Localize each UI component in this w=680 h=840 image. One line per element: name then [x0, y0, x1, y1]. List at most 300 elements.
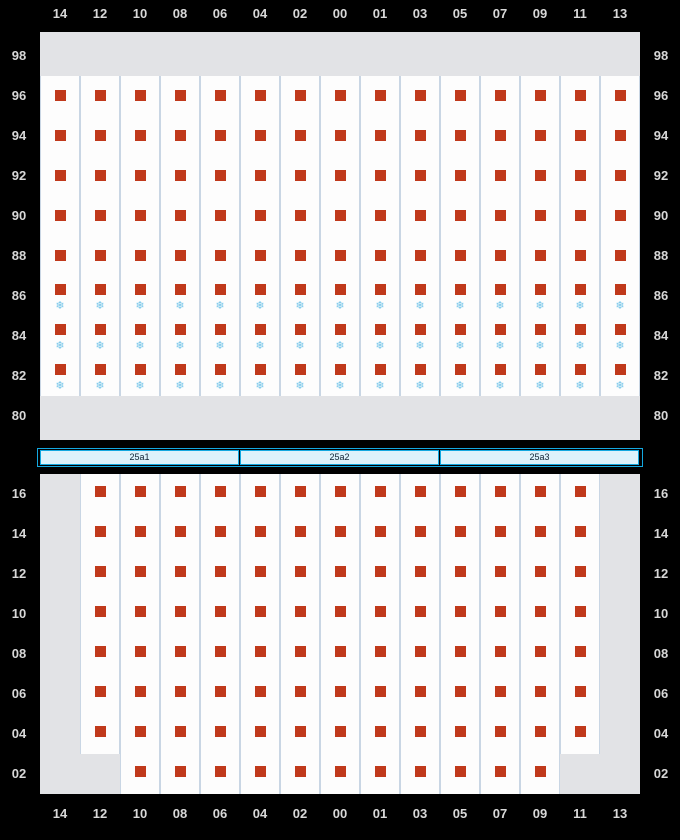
seat[interactable]	[335, 566, 346, 577]
seat[interactable]	[95, 90, 106, 101]
snowflake-icon: ❄	[135, 340, 145, 352]
row-label-right: 84	[653, 328, 669, 343]
seat[interactable]	[335, 210, 346, 221]
seat[interactable]	[95, 210, 106, 221]
seat[interactable]	[495, 90, 506, 101]
seat[interactable]	[575, 210, 586, 221]
seat[interactable]	[375, 284, 386, 295]
seat[interactable]	[135, 364, 146, 375]
seat[interactable]	[215, 90, 226, 101]
seat[interactable]	[615, 170, 626, 181]
row-label-left: 02	[11, 766, 27, 781]
snowflake-icon: ❄	[575, 380, 585, 392]
seat[interactable]	[615, 324, 626, 335]
snowflake-icon: ❄	[135, 380, 145, 392]
seat[interactable]	[175, 364, 186, 375]
seat[interactable]	[55, 250, 66, 261]
seat[interactable]	[575, 284, 586, 295]
row-label-left: 84	[11, 328, 27, 343]
seat[interactable]	[255, 284, 266, 295]
seat[interactable]	[495, 526, 506, 537]
seat[interactable]	[175, 210, 186, 221]
column-label: 04	[252, 806, 268, 821]
seat[interactable]	[255, 606, 266, 617]
column-label: 00	[332, 806, 348, 821]
seat[interactable]	[175, 686, 186, 697]
seat[interactable]	[255, 726, 266, 737]
seat[interactable]	[95, 646, 106, 657]
seat[interactable]	[375, 210, 386, 221]
seat[interactable]	[175, 766, 186, 777]
seat[interactable]	[535, 324, 546, 335]
seat[interactable]	[175, 486, 186, 497]
seat[interactable]	[295, 324, 306, 335]
row-label-left: 88	[11, 248, 27, 263]
snowflake-icon: ❄	[575, 300, 585, 312]
row-label-right: 80	[653, 408, 669, 423]
row-label-right: 04	[653, 726, 669, 741]
seat[interactable]	[575, 486, 586, 497]
column-label: 12	[92, 806, 108, 821]
seat[interactable]	[135, 766, 146, 777]
snowflake-icon: ❄	[175, 300, 185, 312]
seat[interactable]	[455, 250, 466, 261]
seat[interactable]	[255, 130, 266, 141]
seat[interactable]	[495, 130, 506, 141]
seat[interactable]	[215, 526, 226, 537]
seat[interactable]	[335, 324, 346, 335]
seat[interactable]	[135, 90, 146, 101]
seat[interactable]	[455, 486, 466, 497]
column-label: 14	[52, 806, 68, 821]
snowflake-icon: ❄	[375, 300, 385, 312]
seat[interactable]	[95, 726, 106, 737]
seat[interactable]	[535, 130, 546, 141]
seat[interactable]	[415, 566, 426, 577]
seat[interactable]	[495, 250, 506, 261]
seat[interactable]	[295, 606, 306, 617]
seat[interactable]	[375, 130, 386, 141]
seat[interactable]	[175, 606, 186, 617]
row-label-left: 16	[11, 486, 27, 501]
snowflake-icon: ❄	[175, 380, 185, 392]
seat[interactable]	[95, 606, 106, 617]
seat[interactable]	[255, 646, 266, 657]
seat[interactable]	[55, 170, 66, 181]
seat[interactable]	[215, 646, 226, 657]
seat[interactable]	[535, 90, 546, 101]
seat[interactable]	[295, 284, 306, 295]
seat[interactable]	[415, 686, 426, 697]
seat[interactable]	[335, 486, 346, 497]
seat[interactable]	[95, 130, 106, 141]
row-label-right: 06	[653, 686, 669, 701]
seat[interactable]	[295, 726, 306, 737]
row-label-right: 08	[653, 646, 669, 661]
seat[interactable]	[535, 364, 546, 375]
row-label-right: 96	[653, 88, 669, 103]
seat[interactable]	[135, 526, 146, 537]
seat[interactable]	[175, 90, 186, 101]
seat[interactable]	[95, 250, 106, 261]
seat[interactable]	[575, 250, 586, 261]
seat[interactable]	[135, 210, 146, 221]
seat[interactable]	[495, 170, 506, 181]
seat[interactable]	[295, 210, 306, 221]
seat[interactable]	[215, 766, 226, 777]
seat[interactable]	[175, 284, 186, 295]
snowflake-icon: ❄	[455, 380, 465, 392]
seat[interactable]	[175, 130, 186, 141]
seat[interactable]	[135, 606, 146, 617]
seat[interactable]	[255, 686, 266, 697]
seat[interactable]	[55, 324, 66, 335]
seat[interactable]	[575, 726, 586, 737]
seat[interactable]	[375, 364, 386, 375]
seat[interactable]	[295, 686, 306, 697]
seat[interactable]	[135, 324, 146, 335]
column-label: 05	[452, 806, 468, 821]
seat[interactable]	[455, 646, 466, 657]
seat[interactable]	[255, 364, 266, 375]
seat[interactable]	[535, 686, 546, 697]
seat[interactable]	[335, 170, 346, 181]
seat[interactable]	[495, 324, 506, 335]
seat[interactable]	[295, 526, 306, 537]
snowflake-icon: ❄	[375, 340, 385, 352]
seat[interactable]	[415, 130, 426, 141]
snowflake-icon: ❄	[55, 300, 65, 312]
row-label-left: 06	[11, 686, 27, 701]
seat[interactable]	[535, 284, 546, 295]
seat[interactable]	[295, 486, 306, 497]
seat[interactable]	[175, 324, 186, 335]
seat[interactable]	[215, 130, 226, 141]
snowflake-icon: ❄	[295, 300, 305, 312]
seat[interactable]	[255, 210, 266, 221]
seat[interactable]	[455, 324, 466, 335]
seat[interactable]	[255, 324, 266, 335]
seat[interactable]	[175, 566, 186, 577]
column-label: 07	[492, 6, 508, 21]
row-label-left: 98	[11, 48, 27, 63]
seat[interactable]	[455, 526, 466, 537]
seat[interactable]	[415, 646, 426, 657]
seat[interactable]	[495, 210, 506, 221]
seat[interactable]	[415, 250, 426, 261]
seat[interactable]	[455, 566, 466, 577]
seat[interactable]	[175, 170, 186, 181]
snowflake-icon: ❄	[95, 300, 105, 312]
seat[interactable]	[375, 170, 386, 181]
seat[interactable]	[135, 486, 146, 497]
seat[interactable]	[535, 170, 546, 181]
seat[interactable]	[295, 566, 306, 577]
seat[interactable]	[175, 726, 186, 737]
seat[interactable]	[375, 606, 386, 617]
seat[interactable]	[95, 686, 106, 697]
seat[interactable]	[535, 766, 546, 777]
column-label: 13	[612, 806, 628, 821]
seat[interactable]	[135, 646, 146, 657]
seat[interactable]	[575, 170, 586, 181]
row-label-left: 80	[11, 408, 27, 423]
seat[interactable]	[215, 566, 226, 577]
snowflake-icon: ❄	[215, 300, 225, 312]
seat[interactable]	[95, 566, 106, 577]
snowflake-icon: ❄	[375, 380, 385, 392]
seat[interactable]	[575, 606, 586, 617]
seat[interactable]	[295, 130, 306, 141]
seat[interactable]	[175, 526, 186, 537]
seat[interactable]	[415, 90, 426, 101]
seat[interactable]	[455, 686, 466, 697]
seat[interactable]	[495, 566, 506, 577]
seat[interactable]	[615, 130, 626, 141]
seat[interactable]	[335, 130, 346, 141]
zone-segment[interactable]: 25a3	[440, 450, 639, 465]
seat[interactable]	[415, 210, 426, 221]
seat[interactable]	[455, 130, 466, 141]
snowflake-icon: ❄	[255, 340, 265, 352]
seat[interactable]	[335, 606, 346, 617]
seat[interactable]	[175, 646, 186, 657]
seat[interactable]	[335, 766, 346, 777]
column-label: 04	[252, 6, 268, 21]
seat[interactable]	[55, 284, 66, 295]
seat[interactable]	[215, 170, 226, 181]
snowflake-icon: ❄	[95, 340, 105, 352]
zone-segment[interactable]: 25a2	[240, 450, 439, 465]
seat[interactable]	[575, 646, 586, 657]
seat[interactable]	[215, 324, 226, 335]
seat[interactable]	[335, 284, 346, 295]
seat[interactable]	[455, 170, 466, 181]
seat[interactable]	[615, 364, 626, 375]
snowflake-icon: ❄	[215, 380, 225, 392]
column-label: 02	[292, 806, 308, 821]
seat[interactable]	[535, 210, 546, 221]
seat[interactable]	[455, 364, 466, 375]
snowflake-icon: ❄	[335, 380, 345, 392]
snowflake-icon: ❄	[415, 300, 425, 312]
seat[interactable]	[415, 324, 426, 335]
seat[interactable]	[615, 250, 626, 261]
snowflake-icon: ❄	[455, 300, 465, 312]
seat[interactable]	[335, 250, 346, 261]
seat[interactable]	[135, 170, 146, 181]
seat[interactable]	[135, 566, 146, 577]
seat[interactable]	[255, 486, 266, 497]
seat[interactable]	[615, 210, 626, 221]
snowflake-icon: ❄	[575, 340, 585, 352]
seat[interactable]	[535, 250, 546, 261]
seat[interactable]	[535, 726, 546, 737]
seat[interactable]	[375, 646, 386, 657]
seat[interactable]	[495, 486, 506, 497]
seat[interactable]	[375, 250, 386, 261]
snowflake-icon: ❄	[95, 380, 105, 392]
seat[interactable]	[535, 566, 546, 577]
seat[interactable]	[295, 766, 306, 777]
seat[interactable]	[415, 284, 426, 295]
seat[interactable]	[375, 766, 386, 777]
seat[interactable]	[575, 686, 586, 697]
seat[interactable]	[415, 364, 426, 375]
seat[interactable]	[295, 170, 306, 181]
seat[interactable]	[215, 364, 226, 375]
seat[interactable]	[95, 284, 106, 295]
seat[interactable]	[415, 726, 426, 737]
seat[interactable]	[335, 726, 346, 737]
seat[interactable]	[255, 526, 266, 537]
snowflake-icon: ❄	[295, 380, 305, 392]
zone-segment[interactable]: 25a1	[40, 450, 239, 465]
seat[interactable]	[255, 170, 266, 181]
seat[interactable]	[495, 766, 506, 777]
seat[interactable]	[535, 486, 546, 497]
snowflake-icon: ❄	[135, 300, 145, 312]
seat[interactable]	[255, 566, 266, 577]
seat[interactable]	[615, 90, 626, 101]
seat[interactable]	[575, 566, 586, 577]
snowflake-icon: ❄	[535, 300, 545, 312]
seat[interactable]	[415, 170, 426, 181]
seat[interactable]	[215, 284, 226, 295]
seat[interactable]	[335, 686, 346, 697]
column-label: 07	[492, 806, 508, 821]
seat[interactable]	[415, 486, 426, 497]
seat[interactable]	[135, 686, 146, 697]
snowflake-icon: ❄	[415, 340, 425, 352]
seat[interactable]	[495, 726, 506, 737]
seat[interactable]	[495, 646, 506, 657]
seat[interactable]	[295, 364, 306, 375]
snowflake-icon: ❄	[215, 340, 225, 352]
column-label: 13	[612, 6, 628, 21]
column-label: 01	[372, 806, 388, 821]
seat[interactable]	[215, 486, 226, 497]
row-label-right: 94	[653, 128, 669, 143]
seat[interactable]	[615, 284, 626, 295]
snowflake-icon: ❄	[495, 340, 505, 352]
seat[interactable]	[335, 90, 346, 101]
seat[interactable]	[215, 250, 226, 261]
row-label-left: 10	[11, 606, 27, 621]
seat[interactable]	[495, 606, 506, 617]
row-label-right: 82	[653, 368, 669, 383]
seat[interactable]	[535, 606, 546, 617]
seat[interactable]	[455, 726, 466, 737]
seat[interactable]	[455, 606, 466, 617]
column-label: 12	[92, 6, 108, 21]
seat[interactable]	[255, 766, 266, 777]
column-label: 00	[332, 6, 348, 21]
seat[interactable]	[455, 766, 466, 777]
seat[interactable]	[295, 250, 306, 261]
seat[interactable]	[135, 130, 146, 141]
seat[interactable]	[95, 486, 106, 497]
seat[interactable]	[375, 90, 386, 101]
column-label: 05	[452, 6, 468, 21]
seat[interactable]	[255, 90, 266, 101]
seat[interactable]	[295, 646, 306, 657]
seat[interactable]	[375, 726, 386, 737]
row-label-left: 94	[11, 128, 27, 143]
seat[interactable]	[495, 284, 506, 295]
seat[interactable]	[455, 284, 466, 295]
seat[interactable]	[535, 526, 546, 537]
seat[interactable]	[95, 170, 106, 181]
seat[interactable]	[335, 526, 346, 537]
seat[interactable]	[495, 364, 506, 375]
snowflake-icon: ❄	[615, 380, 625, 392]
snowflake-icon: ❄	[295, 340, 305, 352]
seat[interactable]	[535, 646, 546, 657]
seat[interactable]	[95, 526, 106, 537]
snowflake-icon: ❄	[55, 340, 65, 352]
seat[interactable]	[575, 364, 586, 375]
column-label: 14	[52, 6, 68, 21]
seat[interactable]	[55, 210, 66, 221]
column-label: 11	[573, 6, 587, 21]
seat[interactable]	[95, 364, 106, 375]
seat[interactable]	[255, 250, 266, 261]
seat[interactable]	[135, 726, 146, 737]
seat[interactable]	[135, 284, 146, 295]
seat[interactable]	[375, 324, 386, 335]
seat[interactable]	[375, 526, 386, 537]
seat[interactable]	[175, 250, 186, 261]
snowflake-icon: ❄	[615, 300, 625, 312]
seat[interactable]	[55, 364, 66, 375]
seat[interactable]	[575, 130, 586, 141]
seat[interactable]	[215, 686, 226, 697]
column-label: 10	[132, 806, 148, 821]
column-label: 06	[212, 806, 228, 821]
seat[interactable]	[415, 606, 426, 617]
column-label: 11	[573, 806, 587, 821]
seat[interactable]	[495, 686, 506, 697]
seat[interactable]	[575, 90, 586, 101]
seat[interactable]	[455, 210, 466, 221]
snowflake-icon: ❄	[535, 340, 545, 352]
seat[interactable]	[215, 726, 226, 737]
column-label: 06	[212, 6, 228, 21]
seat[interactable]	[335, 646, 346, 657]
seat[interactable]	[375, 566, 386, 577]
seat[interactable]	[375, 686, 386, 697]
row-label-left: 14	[11, 526, 27, 541]
seat[interactable]	[295, 90, 306, 101]
seat[interactable]	[95, 324, 106, 335]
seat[interactable]	[135, 250, 146, 261]
row-label-right: 10	[653, 606, 669, 621]
snowflake-icon: ❄	[495, 380, 505, 392]
seat[interactable]	[55, 90, 66, 101]
snowflake-icon: ❄	[255, 300, 265, 312]
seat[interactable]	[55, 130, 66, 141]
seat[interactable]	[215, 210, 226, 221]
seat[interactable]	[415, 766, 426, 777]
seat[interactable]	[575, 526, 586, 537]
seat[interactable]	[415, 526, 426, 537]
seat[interactable]	[375, 486, 386, 497]
seat[interactable]	[455, 90, 466, 101]
seat[interactable]	[335, 364, 346, 375]
seat[interactable]	[575, 324, 586, 335]
seat[interactable]	[215, 606, 226, 617]
